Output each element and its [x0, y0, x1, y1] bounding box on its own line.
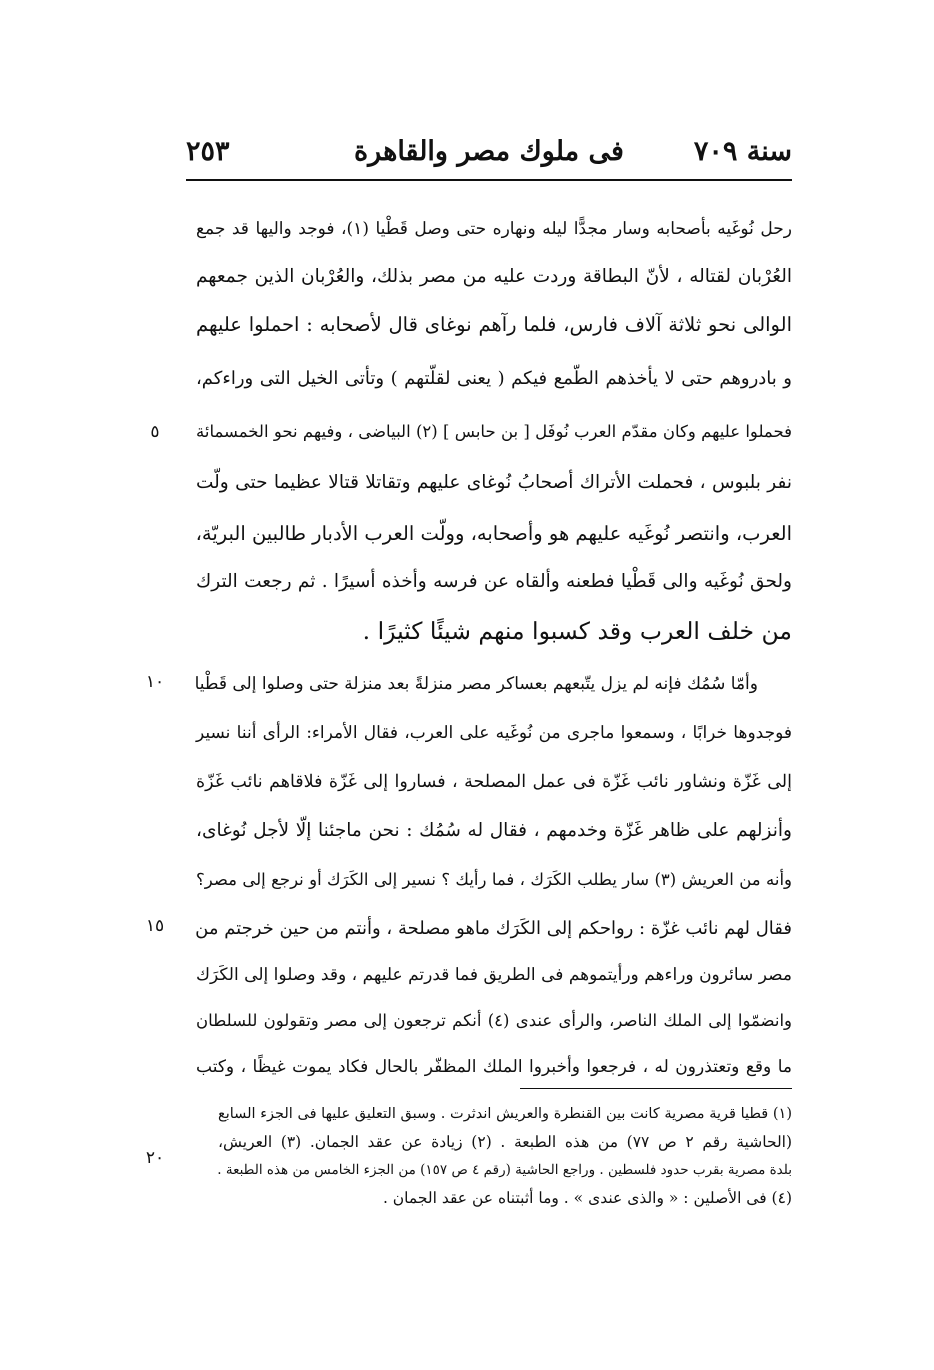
text-line: نفر بلبوس ، فحملت الأتراك أصحابُ نُوغاى عليهم وتقاتلا قتالا عظيما حتى ولّت — [196, 472, 792, 493]
text-line: إلى غَزّة ونشاور نائب غَزّة فى عمل المصلحة ، فساروا إلى غَزّة فلاقاهم نائب غَزّة — [196, 772, 792, 792]
footnote-rule — [520, 1088, 792, 1089]
text-line: وأمّا سُمُك فإنه لم يزل يتّبعهم بعساكر مصر منزلةً بعد منزلة حتى وصلوا إلى قَطْيا — [194, 674, 758, 694]
text-line: الوالى نحو ثلاثة آلاف فارس، فلما رآهم نوغاى قال لأصحابه : احملوا عليهم — [196, 313, 792, 336]
line-number: ٥ — [150, 422, 160, 442]
text-line: العُرْبان لقتاله ، لأنّ البطاقة وردت عليه من مصر بذلك، والعُرْبان الذين جمعهم — [196, 266, 792, 287]
line-number: ١٠ — [145, 672, 165, 692]
header-page-number: ٢٥٣ — [186, 136, 230, 167]
header-year: سنة ٧٠٩ — [693, 136, 792, 167]
text-line: فحملوا عليهم وكان مقدّم العرب نُوفَل [ بن حابس ] (٢) البياضى ، وفيهم نحو الخمسمائة — [196, 422, 792, 441]
text-line: مصر سائرون وراءهم ورأيتموهم فى الطريق فما قدرتم عليهم ، وقد وصلوا إلى الكَرَك — [196, 965, 792, 985]
text-line: وأنزلهم على ظاهر غَزّة وخدمهم ، فقال له سُمُك : نحن ماجئنا إلّا لأجل نُوغاى، — [196, 820, 792, 841]
footnote-line: (٤) فى الأصلين : « والذى عندى » . وما أثبتناه عن عقد الجمان . — [382, 1189, 792, 1207]
text-line: فقال لهم نائب غزّة : رواحكم إلى الكَرَك ماهو مصلحة ، وأنتم من حين خرجتم من — [195, 918, 792, 939]
footnote-line: بلدة مصرية بقرب حدود فلسطين . وراجع الحاشية (رقم ٤ ص ١٥٧) من الجزء الخامس من هذه الطبعة . — [217, 1162, 792, 1178]
header-title: فى ملوك مصر والقاهرة — [354, 136, 624, 167]
text-line: و بادروهم حتى لا يأخذهم الطّمع فيكم ( يعنى لقلّتهم ) وتأتى الخيل التى وراءكم، — [196, 368, 792, 389]
footnote-line: (١) قطيا قرية مصرية كانت بين القنطرة والعريش اندثرت . وسبق التعليق عليها فى الجزء السابع — [218, 1106, 792, 1122]
running-header — [186, 136, 792, 176]
text-line: ما وقع وتعتذرون له ، فرجعوا وأخبروا الملك المظفّر بالحال فكاد يموت غيظًا ، وكتب — [196, 1057, 792, 1077]
text-line: ولحق نُوغَيه والى قَطْيا فطعنه وألقاه عن فرسه وأخذه أسيرًا . ثم رجعت الترك — [196, 571, 792, 592]
text-line: فوجدوها خرابًا ، وسمعوا ماجرى من نُوغَيه على العرب، فقال الأمراء: الرأى أننا نسير — [196, 723, 792, 743]
text-line: وأنه من العريش (٣) سار يطلب الكَرَك ، فما رأيك ؟ نسير إلى الكَرَك أو نرجع إلى مصر؟ — [196, 870, 792, 889]
text-line: رحل نُوغَيه بأصحابه وسار مجدًّا ليله ونهاره حتى وصل قَطْيا (١)، فوجد واليها قد جمع — [196, 219, 792, 239]
footnote-line: (الحاشية رقم ٢ ص ٧٧) من هذه الطبعة . (٢) زيادة عن عقد الجمان. (٣) العريش، — [218, 1133, 793, 1151]
line-number: ١٥ — [145, 916, 165, 936]
text-line: العرب، وانتصر نُوغَيه عليهم هو وأصحابه، وولّت العرب الأدبار طالبين البريّة، — [195, 522, 792, 545]
line-number: ٢٠ — [145, 1148, 165, 1168]
text-line: من خلف العرب وقد كسبوا منهم شيئًا كثيرًا . — [362, 617, 792, 645]
header-rule — [186, 179, 792, 181]
text-line: وانضمّوا إلى الملك الناصر، والرأى عندى (٤) أنكم ترجعون إلى مصر وتقولون للسلطان — [196, 1011, 792, 1030]
